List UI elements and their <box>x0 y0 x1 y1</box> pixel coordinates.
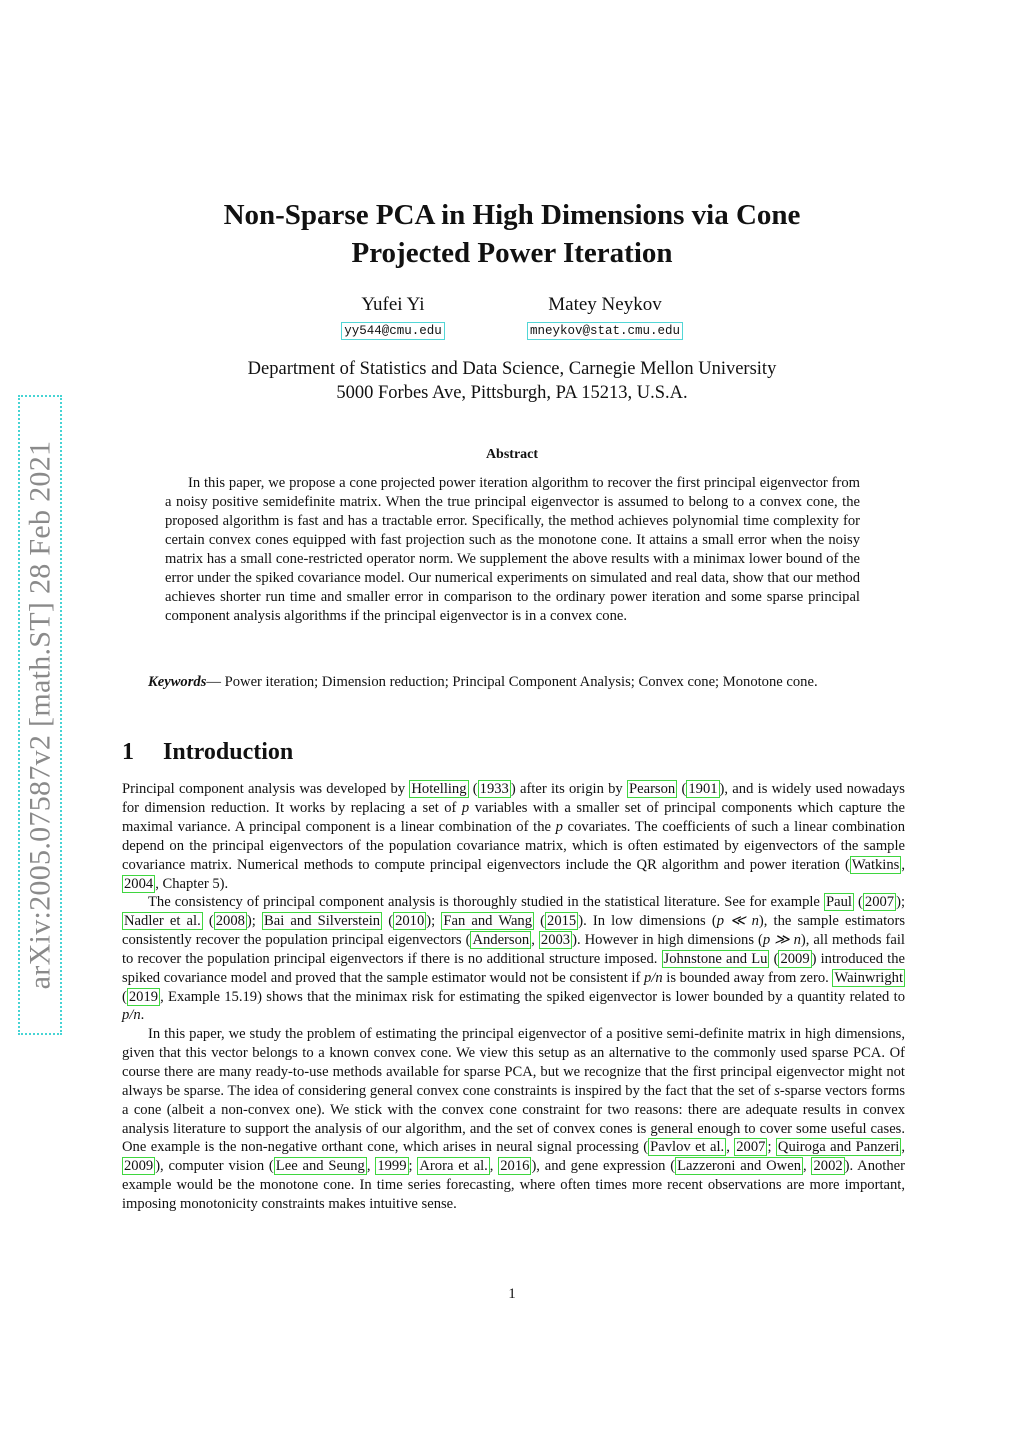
citation-link[interactable]: 2002 <box>813 1158 843 1175</box>
title-line-2: Projected Power Iteration <box>351 237 673 269</box>
text-run: , <box>531 931 539 948</box>
text-run: ( <box>468 781 478 797</box>
citation-link[interactable]: Lazzeroni and Owen <box>677 1158 801 1175</box>
abstract-text: In this paper, we propose a cone projected power iteration algorithm to recover the first principal eigenvector from a noisy positive semidefinite matrix. When the true principal eigenvector is assumed to belong to a convex cone, the proposed algorithm is fast and has a tractable error. Specifically, the method achieves polynomial time complexity for certain convex cones equipped with fast projection such as the monotone cone. It attains a small error when the noisy matrix has a small cone-restricted operator norm. We supplement the above results with a minimax lower bound of the error under the spiked covariance model. Our numerical experiments on simulated and real data, show that our method achieves shorter run time and smaller error in comparison to the ordinary power iteration and some sparse principal component analysis algorithms if the principal eigenvector is in a convex cone. <box>165 475 860 624</box>
text-run: ), and gene expression ( <box>531 1158 676 1175</box>
math-expression: p/n <box>122 1007 141 1024</box>
intro-paragraph-3 <box>122 1025 905 1214</box>
citation-link[interactable]: 1999 <box>377 1158 407 1175</box>
citation-link[interactable]: Wainwright <box>834 969 904 986</box>
citation-link[interactable]: 2003 <box>540 931 571 948</box>
citation-link[interactable]: Arora et al. <box>419 1158 488 1175</box>
section-title: Introduction <box>163 739 294 765</box>
text-run: In this paper, we study the problem of estimating the principal eigenvector of a positive semi-definite matrix in high dimensions, given that this vector belongs to a known convex cone. We view this setup as an alternative to the commonly used sparse PCA. Of course there are many ready-to-use methods available for sparse PCA, but we recognize that the first principal eigenvector might not always be sparse. The idea of considering general convex cone constraints is inspired by the fact that the set of <box>122 1026 905 1099</box>
text-run: , <box>726 1139 735 1156</box>
author-block-yi <box>318 292 468 340</box>
section-heading-introduction <box>122 736 293 768</box>
intro-paragraph-2 <box>122 893 905 1025</box>
keywords-label: Keywords <box>148 674 207 690</box>
citation-link[interactable]: Watkins <box>851 856 900 873</box>
math-expression: p ≫ n <box>762 931 801 948</box>
math-variable: p <box>461 799 470 816</box>
text-run: ( <box>122 988 127 1005</box>
citation-link[interactable]: Anderson <box>472 931 530 948</box>
citation-link[interactable]: 2010 <box>395 912 425 929</box>
text-run: , <box>901 856 905 873</box>
text-run: ); <box>896 894 905 910</box>
paper-title <box>120 196 904 272</box>
citation-link[interactable]: 2008 <box>215 912 245 929</box>
text-run: variables with a smaller set of principal components which capture the maximal variance. A principal component is a linear combination of the <box>122 799 905 835</box>
text-run: ; <box>767 1139 776 1156</box>
keywords-text: — Power iteration; Dimension reduction; Principal Component Analysis; Convex cone; Monotone cone. <box>206 674 818 690</box>
text-run: ( <box>202 912 214 929</box>
arxiv-identifier-stamp[interactable] <box>18 395 62 1035</box>
citation-link[interactable]: 2007 <box>864 894 895 910</box>
text-run: -sparse vectors forms a cone (albeit a non-convex one). We stick with the convex cone constraint for two reasons: there are adequate results in convex analysis literature to support the analysis of our algorithm, and the set of convex cones is general enough to cover some useful cases. One example is the non-negative orthant cone, which arises in neural signal processing ( <box>122 1082 905 1156</box>
citation-link[interactable]: 2019 <box>128 988 159 1005</box>
text-run: ). However in high dimensions ( <box>572 931 763 948</box>
author-name: Matey Neykov <box>548 294 662 315</box>
text-run: , <box>489 1158 499 1175</box>
text-run: ( <box>382 912 394 929</box>
author-block-neykov <box>510 292 700 340</box>
text-run: . <box>140 1007 145 1024</box>
text-run: ), and is widely used nowadays for dimension reduction. It works by replacing a set of <box>122 781 905 816</box>
citation-link[interactable]: 1933 <box>479 781 509 797</box>
text-run: ( <box>769 950 779 967</box>
text-run: , Chapter 5). <box>155 875 229 892</box>
text-run: , <box>803 1158 812 1175</box>
citation-link[interactable]: 1901 <box>688 781 718 797</box>
author-email-link[interactable]: yy544@cmu.edu <box>341 322 445 340</box>
citation-link[interactable]: Lee and Seung <box>275 1158 365 1175</box>
title-line-1: Non-Sparse PCA in High Dimensions via Cone <box>223 199 801 231</box>
author-name: Yufei Yi <box>361 294 425 315</box>
section-number: 1 <box>122 739 134 765</box>
citation-link[interactable]: 2015 <box>547 912 577 929</box>
math-variable: s <box>774 1082 780 1099</box>
citation-link[interactable]: Pearson <box>629 781 676 797</box>
text-run: , Example 15.19) shows that the minimax risk for estimating the spiked eigenvector is lower bounded by a quantity related to <box>160 988 905 1005</box>
citation-link[interactable]: 2016 <box>500 1158 530 1175</box>
text-run: ), all methods fail to recover the population principal eigenvectors if there is no additional structure imposed. <box>122 931 905 967</box>
text-run: is bounded away from zero. <box>662 969 833 986</box>
intro-paragraph-1 <box>122 780 905 893</box>
affiliation-line-2: 5000 Forbes Ave, Pittsburgh, PA 15213, U.S.A. <box>336 383 688 403</box>
citation-link[interactable]: 2007 <box>736 1139 766 1156</box>
citation-link[interactable]: 2009 <box>780 950 810 967</box>
text-run: ( <box>853 894 863 910</box>
text-run: ); <box>426 912 442 929</box>
affiliation <box>120 357 904 405</box>
text-run: ; <box>408 1158 418 1175</box>
page-number: 1 <box>508 1286 516 1302</box>
text-run: The consistency of principal component analysis is thoroughly studied in the statistical literature. See for example <box>148 894 824 910</box>
text-run: covariates. The coefficients of such a linear combination depend on the principal eigenvectors of the population covariance matrix, which is often estimated by eigenvectors of the sample covariance matrix. Numerical methods to compute principal eigenvectors include the QR algorithm and power iteration ( <box>122 818 905 873</box>
text-run: ( <box>534 912 546 929</box>
author-email-link[interactable]: mneykov@stat.cmu.edu <box>527 322 683 340</box>
text-run: ( <box>677 781 687 797</box>
text-run: ), computer vision ( <box>155 1158 274 1175</box>
math-expression: p/n <box>644 969 663 986</box>
citation-link[interactable]: 2004 <box>124 875 154 892</box>
math-variable: p <box>555 818 563 835</box>
affiliation-line-1: Department of Statistics and Data Science, Carnegie Mellon University <box>247 359 777 379</box>
text-run: , <box>901 1139 906 1156</box>
keywords-paragraph <box>122 673 904 692</box>
text-run: ); <box>246 912 262 929</box>
citation-link[interactable]: 2009 <box>124 1158 154 1175</box>
arxiv-identifier-text: arXiv:2005.07587v2 [math.ST] 28 Feb 2021 <box>23 440 56 990</box>
text-run: Principal component analysis was developed by <box>122 781 410 797</box>
citation-link[interactable]: Hotelling <box>411 781 467 797</box>
citation-link[interactable]: Fan and Wang <box>443 912 533 929</box>
citation-link[interactable]: Quiroga and Panzeri <box>777 1139 900 1156</box>
text-run: ). In low dimensions ( <box>578 912 717 929</box>
text-run: , <box>366 1158 376 1175</box>
abstract-heading: Abstract <box>485 447 539 462</box>
text-run: ) introduced the spiked covariance model and proved that the sample estimator would not be consistent if <box>122 950 905 986</box>
text-run: ) after its origin by <box>510 781 627 797</box>
citation-link[interactable]: Pavlov et al. <box>650 1139 725 1156</box>
text-run: ), the sample estimators consistently recover the population principal eigenvectors ( <box>122 912 905 948</box>
citation-link[interactable]: Paul <box>825 894 852 910</box>
math-expression: p ≪ n <box>716 912 759 929</box>
text-run: ). Another example would be the monotone cone. In time series forecasting, where often times more recent observations are more important, imposing monotonicity constraints makes intuitive sense. <box>122 1158 905 1213</box>
citation-link[interactable]: Johnstone and Lu <box>663 950 768 967</box>
citation-link[interactable]: Nadler et al. <box>124 912 201 929</box>
citation-link[interactable]: Bai and Silverstein <box>264 912 381 929</box>
